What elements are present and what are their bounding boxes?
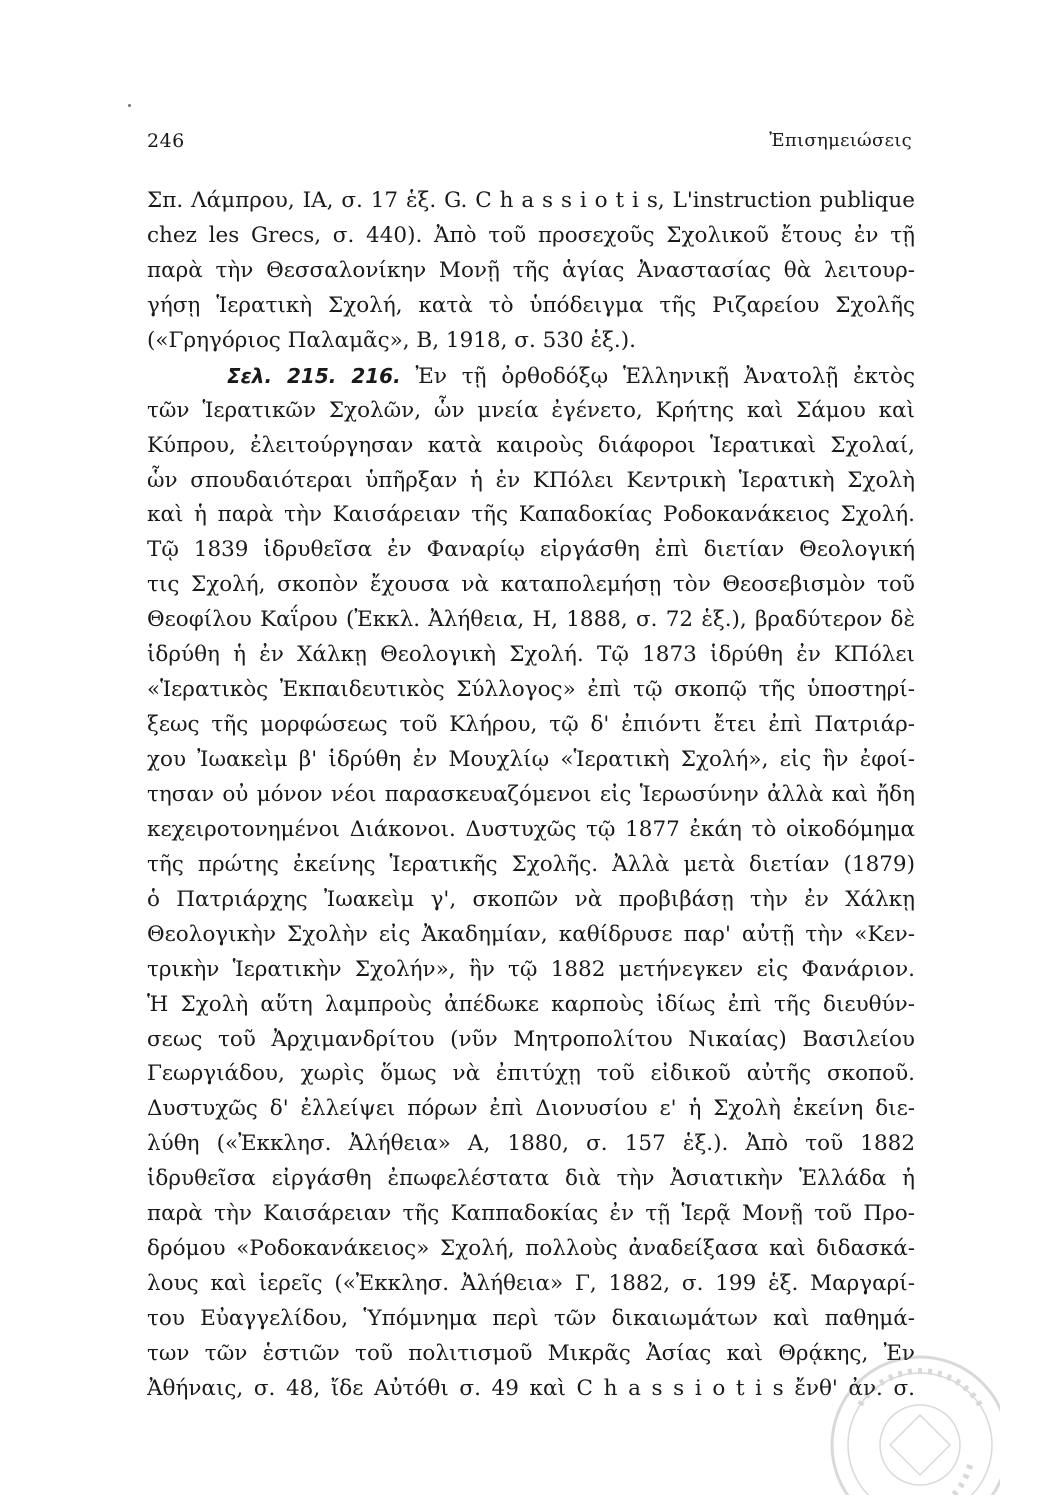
text-line: παρὰ τὴν Καισάρειαν τῆς Καππαδοκίας ἐν τῇ Ἱερᾷ Μονῇ τοῦ Προ- (147, 1201, 915, 1227)
text-line: δρόμου «Ροδοκανάκειος» Σχολή, πολλοὺς ἀναδείξασα καὶ διδασκά- (147, 1236, 915, 1262)
text-line: λύθη («Ἐκκλησ. Ἀλήθεια» Α, 1880, σ. 157 ἑξ.). Ἀπὸ τοῦ 1882 (147, 1131, 915, 1157)
text-line: τῆς πρώτης ἐκείνης Ἱερατικῆς Σχολῆς. Ἀλλὰ μετὰ διετίαν (1879) (147, 851, 915, 877)
text-line: λους καὶ ἱερεῖς («Ἐκκλησ. Ἀλήθεια» Γ, 1882, σ. 199 ἑξ. Μαργαρί- (147, 1271, 915, 1297)
text-line: Δυστυχῶς δ' ἐλλείψει πόρων ἐπὶ Διονυσίου ε' ἡ Σχολὴ ἐκείνη διε- (147, 1096, 915, 1122)
text-line: ὧν σπουδαιότεραι ὑπῆρξαν ἡ ἐν ΚΠόλει Κεντρικὴ Ἱερατικὴ Σχολὴ (147, 467, 915, 493)
running-head: Ἐπισημειώσεις (769, 130, 912, 151)
text-line: των τῶν ἑστιῶν τοῦ πολιτισμοῦ Μικρᾶς Ἀσίας καὶ Θρᾴκης, Ἐν (147, 1340, 915, 1366)
text-line: Τῷ 1839 ἱδρυθεῖσα ἐν Φαναρίῳ εἰργάσθη ἐπὶ διετίαν Θεολογική (147, 537, 915, 563)
text-line: chez les Grecs, σ. 440). Ἀπὸ τοῦ προσεχοῦς Σχολικοῦ ἔτους ἐν τῇ (147, 222, 915, 248)
text-line: Σπ. Λάμπρου, ΙΑ, σ. 17 ἑξ. G. C h a s s i o t i s, L'instruction publique (147, 188, 915, 213)
text-line: τρικὴν Ἱερατικὴν Σχολήν», ἣν τῷ 1882 μετήνεγκεν εἰς Φανάριον. (147, 956, 915, 982)
section-reference: Σελ. 215. 216. (227, 363, 401, 388)
text-line: Γεωργιάδου, χωρὶς ὅμως νὰ ἐπιτύχῃ τοῦ εἰδικοῦ αὐτῆς σκοποῦ. (147, 1061, 915, 1087)
text-line: ξεως τῆς μορφώσεως τοῦ Κλήρου, τῷ δ' ἐπιόντι ἔτει ἐπὶ Πατριάρ- (147, 712, 915, 738)
page-header (147, 130, 912, 160)
text-line: τις Σχολή, σκοπὸν ἔχουσα νὰ καταπολεμήσῃ τὸν Θεοσεβισμὸν τοῦ (147, 572, 915, 598)
text-line: Ἡ Σχολὴ αὕτη λαμπροὺς ἀπέδωκε καρποὺς ἰδίως ἐπὶ τῆς διευθύν- (147, 991, 915, 1017)
text-line: («Γρηγόριος Παλαμᾶς», Β, 1918, σ. 530 ἑξ.). (147, 327, 636, 353)
page-number: 246 (147, 130, 185, 152)
text-line: του Εὐαγγελίδου, Ὑπόμνημα περὶ τῶν δικαιωμάτων καὶ παθημά- (147, 1306, 915, 1331)
text-line: «Ἱερατικὸς Ἐκπαιδευτικὸς Σύλλογος» ἐπὶ τῷ σκοπῷ τῆς ὑποστηρί- (147, 677, 915, 703)
text-line: ὁ Πατριάρχης Ἰωακεὶμ γ', σκοπῶν νὰ προβιβάσῃ τὴν ἐν Χάλκῃ (147, 886, 915, 912)
section-first-line-text: Ἐν τῇ ὀρθοδόξῳ Ἑλληνικῇ Ἀνατολῇ ἐκτὸς (415, 363, 915, 389)
text-line: γήσῃ Ἱερατικὴ Σχολή, κατὰ τὸ ὑπόδειγμα τῆς Ριζαρείου Σχολῆς (147, 292, 915, 318)
text-line: Θεολογικὴν Σχολὴν εἰς Ἀκαδημίαν, καθίδρυσε παρ' αὐτῇ τὴν «Κεν- (147, 921, 915, 947)
text-line: Κύπρου, ἐλειτούργησαν κατὰ καιροὺς διάφοροι Ἱερατικαὶ Σχολαί, (147, 432, 915, 458)
text-line: ἱδρυθεῖσα εἰργάσθη ἐπωφελέστατα διὰ τὴν Ἀσιατικὴν Ἑλλάδα ἡ (147, 1166, 915, 1192)
text-line: σεως τοῦ Ἀρχιμανδρίτου (νῦν Μητροπολίτου Νικαίας) Βασιλείου (147, 1026, 915, 1052)
text-line: Ἀθήναις, σ. 48, ἴδε Αὐτόθι σ. 49 καὶ C h a s s i o t i s ἔνθ' ἀν. σ. (147, 1375, 915, 1401)
text-line: καὶ ἡ παρὰ τὴν Καισάρειαν τῆς Καπαδοκίας Ροδοκανάκειος Σχολή. (147, 502, 915, 528)
text-line: τῶν Ἱερατικῶν Σχολῶν, ὧν μνεία ἐγένετο, Κρήτης καὶ Σάμου καὶ (147, 397, 915, 423)
text-line: τησαν οὐ μόνον νέοι παρασκευαζόμενοι εἰς Ἱερωσύνην ἀλλὰ καὶ ἤδη (147, 781, 915, 807)
body-text (147, 184, 915, 1407)
section-heading-line (147, 359, 915, 394)
library-seal-stamp (820, 1345, 1000, 1495)
text-line: παρὰ τὴν Θεσσαλονίκην Μονῇ τῆς ἁγίας Ἀναστασίας θὰ λειτουρ- (147, 257, 915, 283)
text-line: κεχειροτονημένοι Διάκονοι. Δυστυχῶς τῷ 1877 ἐκάη τὸ οἰκοδόμημα (147, 816, 915, 842)
text-line: χου Ἰωακεὶμ β' ἱδρύθη ἐν Μουχλίῳ «Ἱερατικὴ Σχολή», εἰς ἣν ἐφοί- (147, 747, 915, 772)
text-line: ἱδρύθη ἡ ἐν Χάλκῃ Θεολογικὴ Σχολή. Τῷ 1873 ἱδρύθη ἐν ΚΠόλει (147, 642, 915, 668)
text-line: Θεοφίλου Καΐρου (Ἐκκλ. Ἀλήθεια, Η, 1888, σ. 72 ἑξ.), βραδύτερον δὲ (147, 607, 915, 633)
paper-speck (128, 104, 131, 107)
